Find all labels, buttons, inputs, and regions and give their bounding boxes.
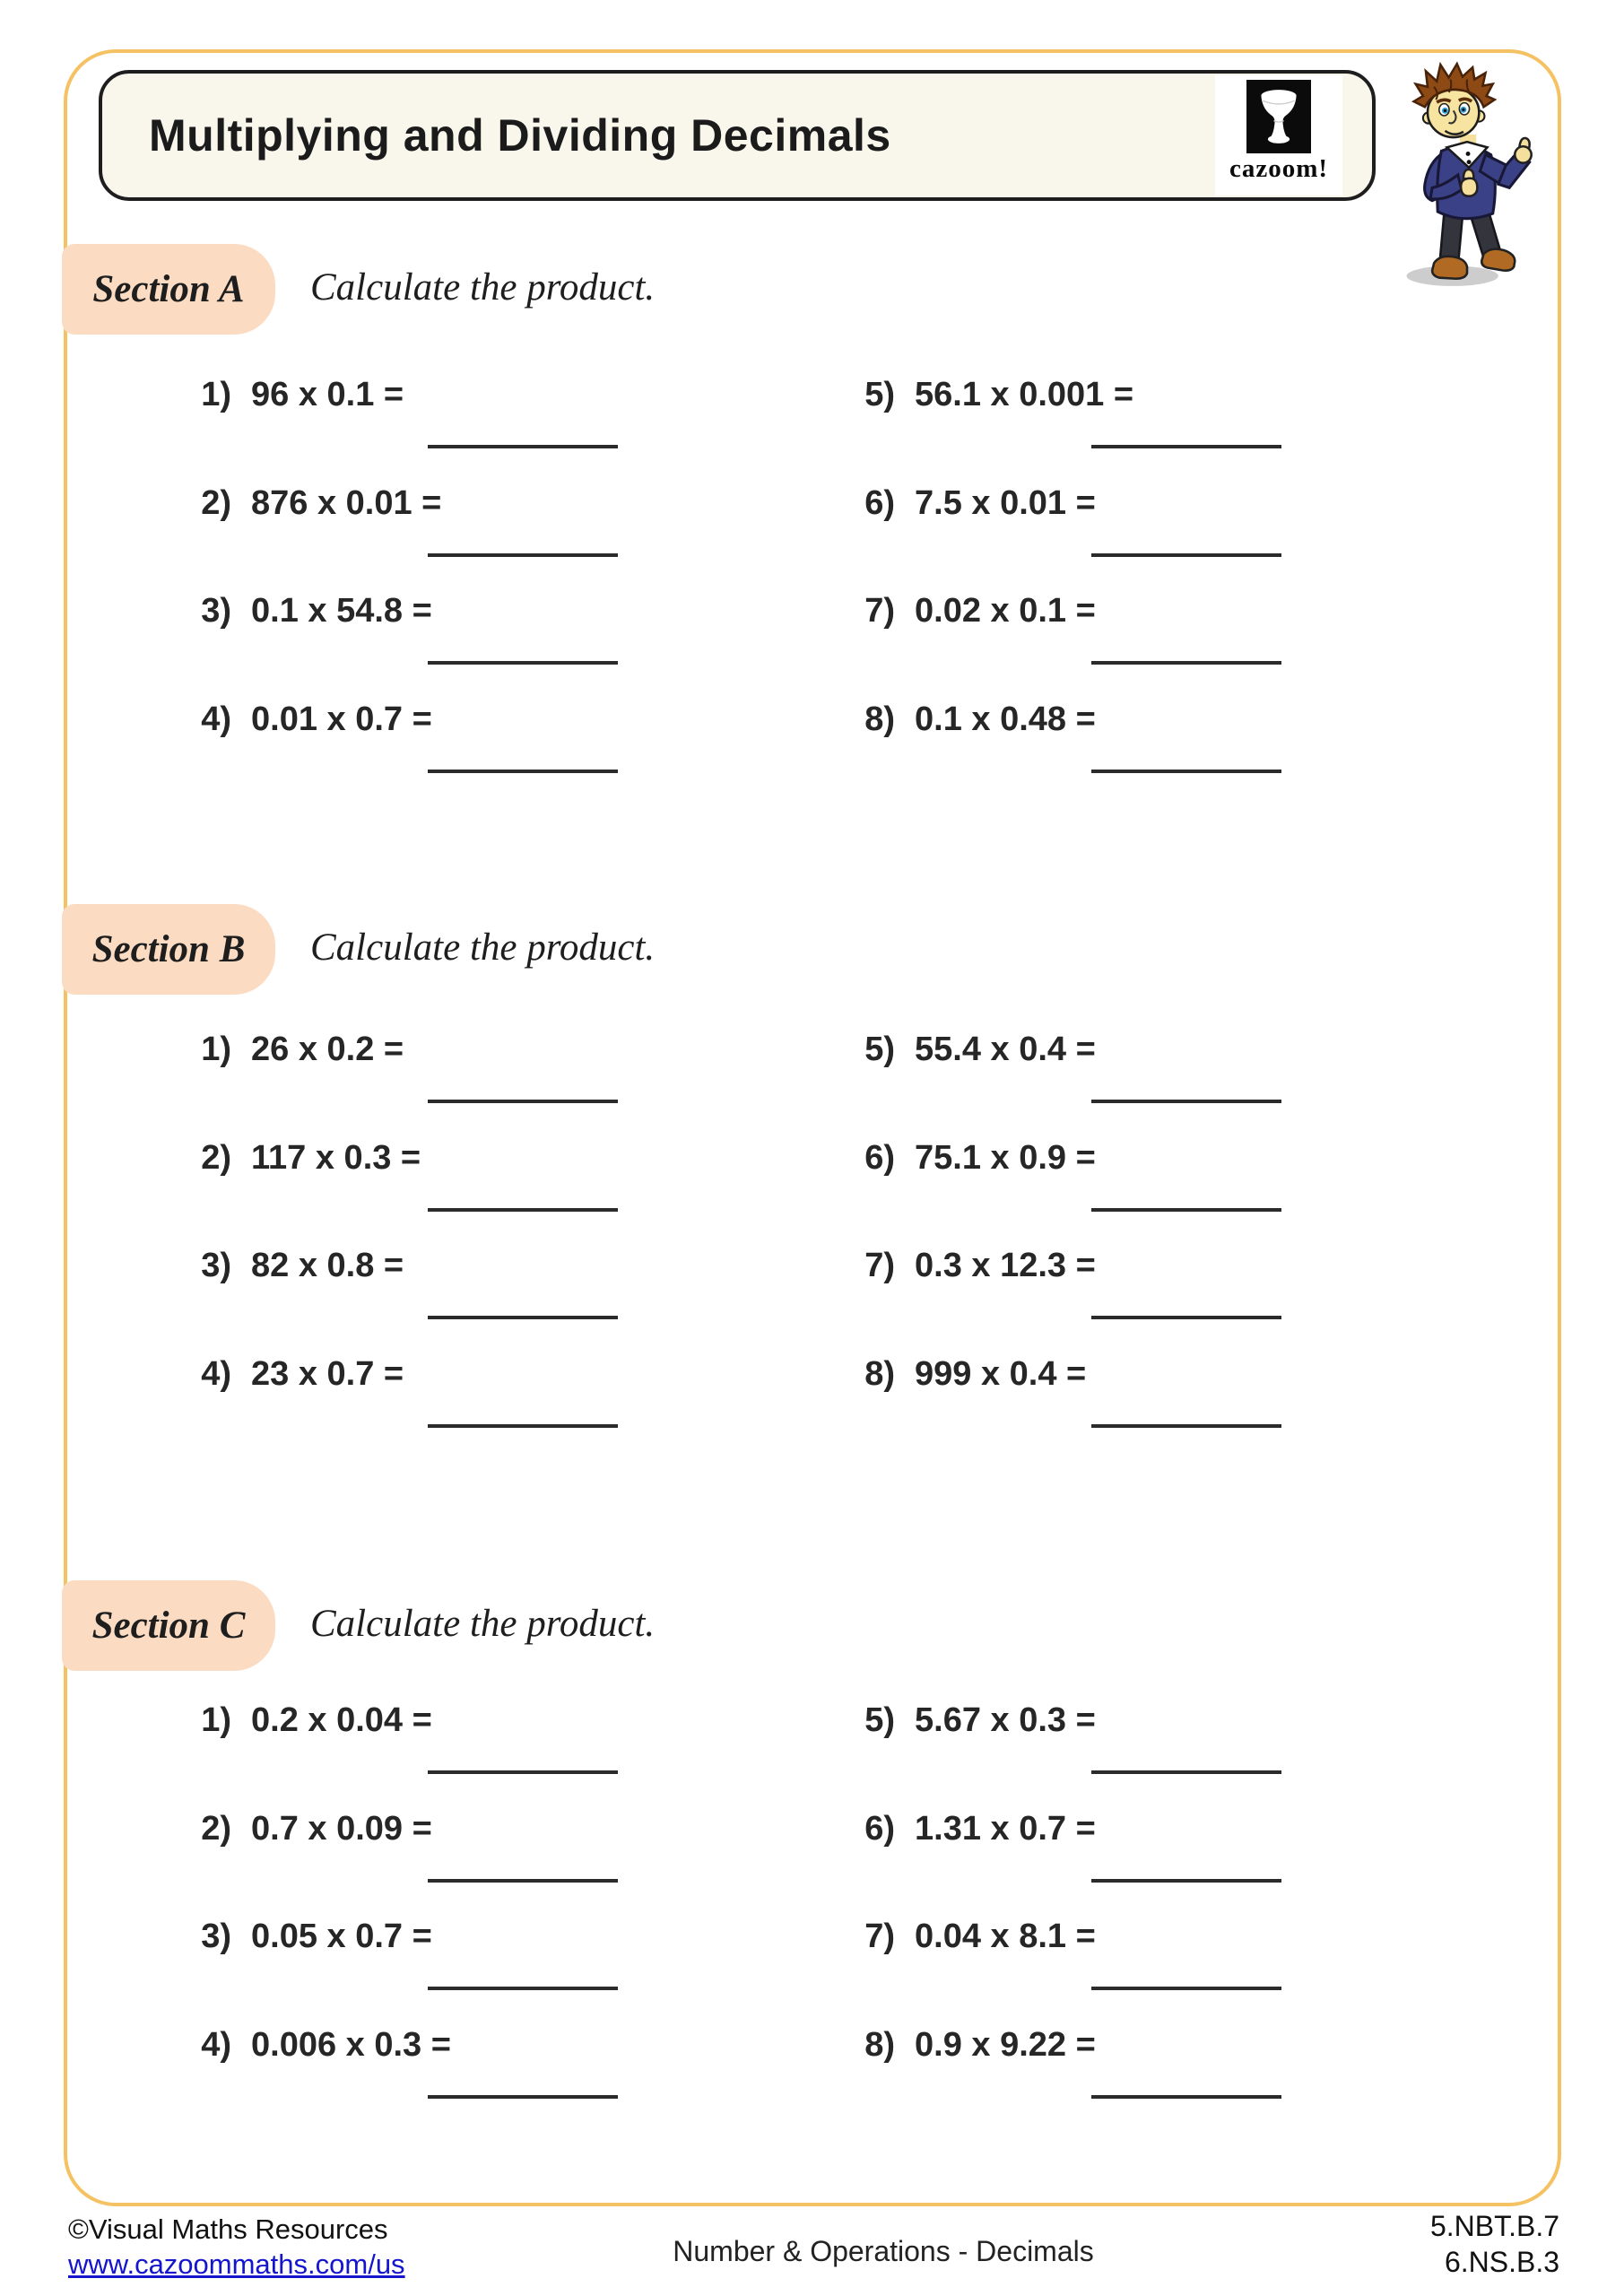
section-b-badge [62, 904, 275, 995]
answer-blank [1091, 1208, 1281, 1212]
problem-number: 2) [201, 1138, 231, 1177]
problem-number: 7) [864, 592, 895, 630]
problem-item [852, 700, 1444, 809]
footer-standards [1430, 2208, 1559, 2280]
problem-item [852, 376, 1444, 484]
answer-blank [428, 553, 618, 557]
section-a-instruction: Calculate the product. [310, 266, 656, 309]
problem-expression: 0.05 x 0.7 = [251, 1918, 432, 1955]
section-c-problems [188, 1701, 1444, 2134]
answer-blank [428, 2095, 618, 2099]
problem-expression: 876 x 0.01 = [251, 483, 442, 522]
answer-blank [428, 770, 618, 773]
problem-number: 4) [201, 2025, 231, 2064]
problem-expression: 0.1 x 0.48 = [915, 700, 1096, 738]
problem-number: 4) [201, 700, 231, 738]
problem-expression: 0.7 x 0.09 = [251, 1809, 432, 1848]
problem-expression: 0.2 x 0.04 = [251, 1701, 432, 1739]
answer-blank [1091, 2095, 1281, 2099]
answer-blank [428, 661, 618, 665]
section-c-badge [62, 1580, 275, 1671]
answer-blank [1091, 1770, 1281, 1774]
problem-expression: 0.1 x 54.8 = [251, 592, 432, 630]
problem-expression: 0.006 x 0.3 = [251, 2025, 451, 2064]
problem-item [852, 484, 1444, 593]
problem-expression: 0.02 x 0.1 = [915, 592, 1096, 630]
problem-number: 1) [201, 1031, 231, 1068]
problem-expression: 0.3 x 12.3 = [915, 1247, 1096, 1284]
problem-number: 1) [201, 376, 231, 413]
problem-number: 8) [864, 1354, 895, 1393]
page-title: Multiplying and Dividing Decimals [149, 110, 891, 161]
answer-blank [1091, 445, 1281, 448]
answer-blank [428, 1987, 618, 1990]
answer-blank [1091, 1424, 1281, 1428]
problem-expression: 56.1 x 0.001 = [915, 376, 1134, 413]
title-box [99, 70, 1376, 201]
section-a-problems [188, 376, 1444, 808]
standard-code: 6.NS.B.3 [1444, 2246, 1559, 2278]
problem-item [188, 592, 852, 700]
problem-number: 3) [201, 1247, 231, 1284]
problem-expression: 7.5 x 0.01 = [915, 483, 1096, 522]
problem-item [188, 2026, 852, 2135]
answer-blank [428, 445, 618, 448]
problem-number: 8) [864, 700, 895, 738]
problem-number: 6) [864, 1809, 895, 1848]
problem-expression: 5.67 x 0.3 = [915, 1701, 1096, 1739]
logo-wordmark: cazoom! [1229, 154, 1329, 183]
problem-item [188, 1918, 852, 2026]
answer-blank [1091, 1316, 1281, 1319]
footer-url-link[interactable]: www.cazoommaths.com/us [68, 2248, 405, 2280]
answer-blank [428, 1879, 618, 1883]
answer-blank [1091, 661, 1281, 665]
section-c-label: Section C [91, 1605, 246, 1647]
answer-blank [1091, 553, 1281, 557]
problem-item [852, 2026, 1444, 2135]
problem-item [188, 376, 852, 484]
problem-number: 5) [864, 1701, 895, 1739]
problem-expression: 0.01 x 0.7 = [251, 700, 432, 738]
problem-expression: 999 x 0.4 = [915, 1354, 1087, 1393]
mascot-boy-icon [1395, 59, 1537, 289]
problem-number: 4) [201, 1354, 231, 1393]
problem-item [188, 700, 852, 809]
problem-number: 1) [201, 1701, 231, 1739]
problem-item [188, 1247, 852, 1355]
problem-number: 7) [864, 1918, 895, 1955]
section-b-problems [188, 1031, 1444, 1463]
problem-number: 8) [864, 2025, 895, 2064]
problem-expression: 26 x 0.2 = [251, 1031, 404, 1068]
section-c-instruction: Calculate the product. [310, 1603, 656, 1645]
answer-blank [1091, 770, 1281, 773]
footer-left [68, 2212, 405, 2282]
standard-code: 5.NBT.B.7 [1429, 2210, 1559, 2242]
answer-blank [1091, 1879, 1281, 1883]
logo-square [1246, 80, 1311, 153]
answer-blank [1091, 1100, 1281, 1103]
problem-item [852, 1810, 1444, 1918]
problem-expression: 96 x 0.1 = [251, 376, 404, 413]
problem-expression: 55.4 x 0.4 = [915, 1031, 1096, 1068]
problem-item [188, 1701, 852, 1810]
problem-number: 3) [201, 1918, 231, 1955]
problem-item [852, 592, 1444, 700]
section-a-label: Section A [92, 268, 245, 310]
problem-number: 3) [201, 592, 231, 630]
problem-expression: 1.31 x 0.7 = [915, 1809, 1096, 1848]
answer-blank [428, 1316, 618, 1319]
problem-number: 5) [864, 376, 895, 413]
problem-item [852, 1031, 1444, 1139]
answer-blank [1091, 1987, 1281, 1990]
problem-item [852, 1139, 1444, 1248]
problem-number: 2) [201, 483, 231, 522]
problem-item [188, 1139, 852, 1248]
problem-expression: 0.04 x 8.1 = [915, 1918, 1096, 1955]
problem-number: 2) [201, 1809, 231, 1848]
problem-item [852, 1701, 1444, 1810]
footer-category: Number & Operations - Decimals [673, 2235, 1094, 2267]
problem-item [188, 1810, 852, 1918]
cazoom-logo [1215, 75, 1342, 196]
problem-expression: 82 x 0.8 = [251, 1247, 404, 1284]
djembe-drum-icon [1254, 87, 1304, 146]
problem-number: 6) [864, 1138, 895, 1177]
problem-item [188, 1355, 852, 1464]
section-b-label: Section B [91, 928, 246, 970]
problem-number: 5) [864, 1031, 895, 1068]
section-a-badge [62, 244, 275, 335]
problem-number: 6) [864, 483, 895, 522]
section-b-instruction: Calculate the product. [310, 926, 656, 969]
answer-blank [428, 1424, 618, 1428]
answer-blank [428, 1208, 618, 1212]
problem-expression: 23 x 0.7 = [251, 1354, 404, 1393]
problem-number: 7) [864, 1247, 895, 1284]
problem-item [188, 484, 852, 593]
copyright-text: ©Visual Maths Resources [68, 2213, 388, 2245]
problem-expression: 117 x 0.3 = [251, 1138, 421, 1177]
problem-item [852, 1247, 1444, 1355]
problem-item [188, 1031, 852, 1139]
problem-item [852, 1355, 1444, 1464]
problem-expression: 75.1 x 0.9 = [915, 1138, 1096, 1177]
problem-expression: 0.9 x 9.22 = [915, 2025, 1096, 2064]
problem-item [852, 1918, 1444, 2026]
answer-blank [428, 1770, 618, 1774]
answer-blank [428, 1100, 618, 1103]
